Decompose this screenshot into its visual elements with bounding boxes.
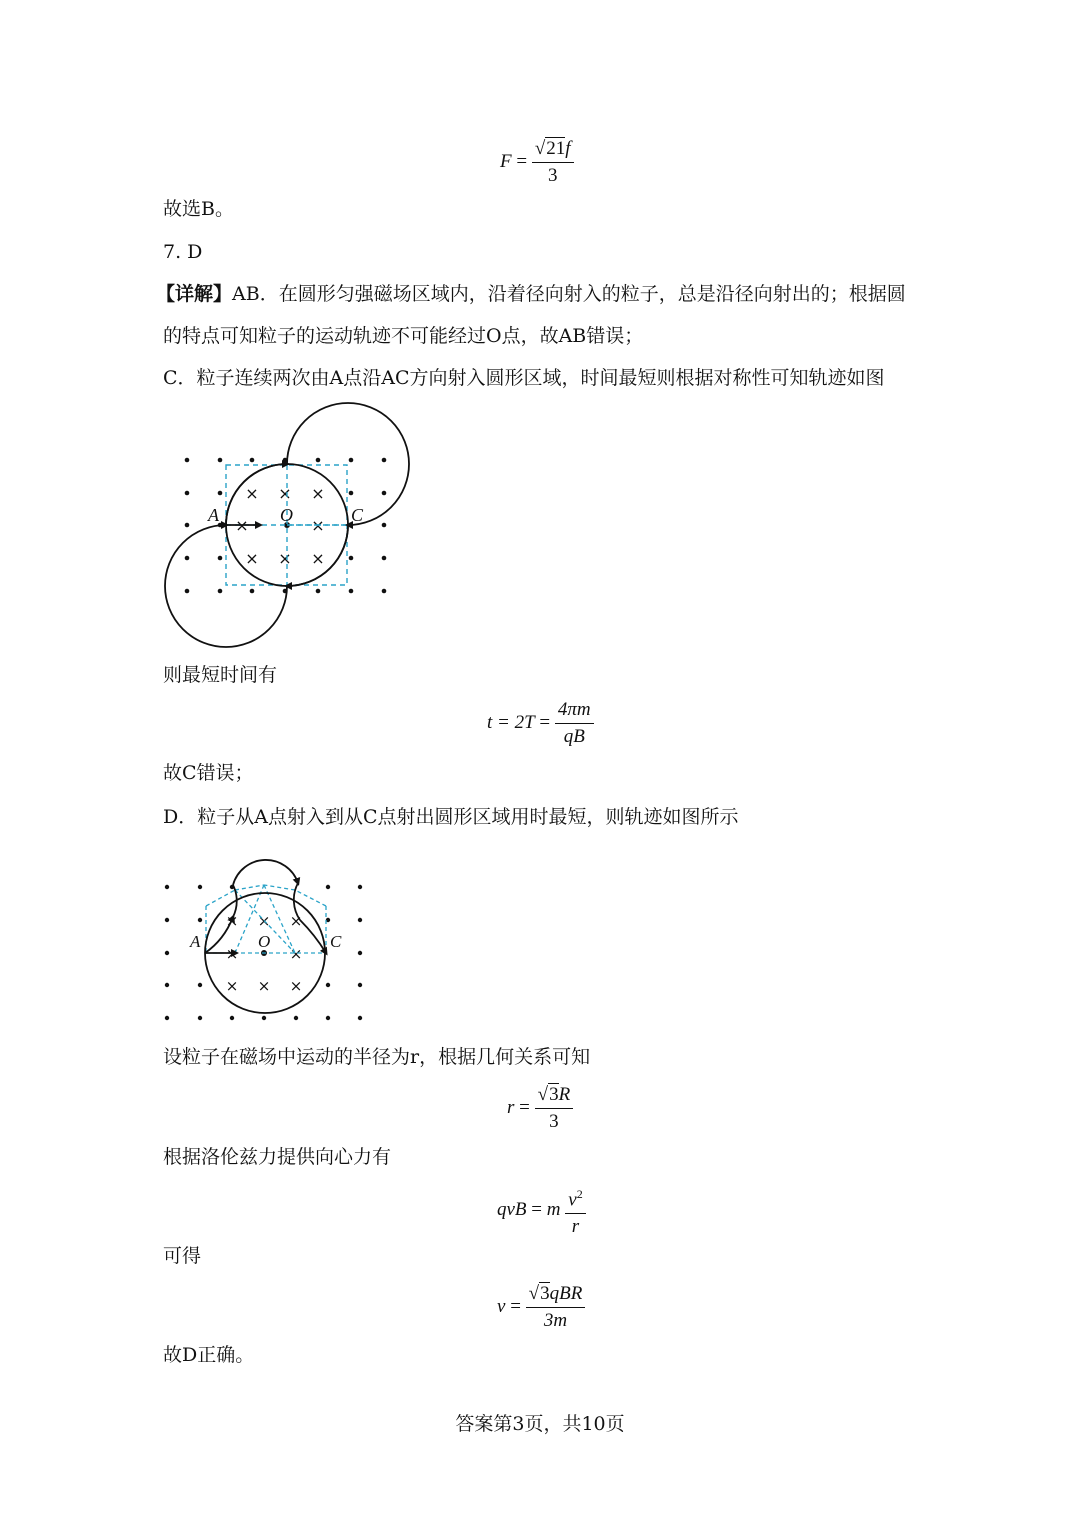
fraction: [532, 138, 574, 187]
detail-AB-line-1: [156, 282, 906, 306]
field-crosses: [235, 484, 324, 568]
numerator: [532, 138, 574, 163]
mass-symbol: m: [546, 1199, 561, 1221]
eq-sign: =: [510, 1295, 521, 1317]
cross-mark: ×: [235, 516, 249, 535]
derive-line: 可得: [163, 1245, 202, 1267]
cross-mark: ×: [289, 977, 303, 995]
cross-mark: ×: [278, 484, 292, 503]
exponent: 2: [576, 1187, 583, 1201]
cross-mark: ×: [311, 484, 325, 503]
detail-label: 【详解】: [156, 283, 233, 305]
denominator: 3m: [543, 1310, 568, 1331]
cross-mark: ×: [245, 484, 259, 503]
option-C-line: C．粒子连续两次由A点沿AC方向射入圆形区域，时间最短则根据对称性可知轨迹如图: [163, 367, 885, 389]
cross-mark: ×: [289, 912, 303, 930]
C-wrong-line: 故C错误；: [163, 762, 254, 784]
radicand: 3: [549, 1084, 559, 1105]
eq-sign: =: [531, 1199, 543, 1221]
denominator: 3: [549, 1111, 559, 1132]
numerator: [565, 1183, 585, 1214]
denominator: qB: [563, 726, 585, 747]
sqrt-symbol: √: [537, 1084, 549, 1105]
select-B-line: 故选B。: [163, 198, 234, 220]
num-variable: f: [565, 138, 571, 159]
equation-force: [497, 1183, 586, 1238]
shortest-time-line: 则最短时间有: [163, 664, 278, 686]
num-variable: R: [558, 1084, 571, 1105]
fraction: [526, 1283, 586, 1332]
lorentz-line: 根据洛伦兹力提供向心力有: [163, 1146, 392, 1168]
equation-F: [500, 138, 574, 187]
label-A: A: [208, 505, 219, 525]
label-O: O: [280, 505, 293, 525]
numerator: [535, 1084, 574, 1109]
denominator: 3: [547, 165, 558, 186]
page-footer: 答案第3页，共10页: [455, 1413, 625, 1435]
label-C: C: [330, 932, 342, 951]
fraction: [555, 699, 594, 748]
numerator: 4πm: [555, 699, 594, 724]
radius-line: 设粒子在磁场中运动的半径为r，根据几何关系可知: [163, 1046, 591, 1068]
num-variable: qBR: [549, 1283, 583, 1304]
sqrt-symbol: √: [534, 138, 546, 159]
question-7-answer: 7. D: [163, 241, 203, 263]
detail-AB-text: AB．在圆形匀强磁场区域内，沿着径向射入的粒子，总是沿径向射出的；根据圆: [232, 283, 906, 305]
eq-lhs: r: [507, 1096, 515, 1118]
cross-mark: ×: [257, 977, 271, 995]
eq-sign: =: [519, 1096, 530, 1118]
equation-v: [497, 1283, 585, 1332]
cross-mark: ×: [225, 912, 239, 930]
cross-mark: ×: [257, 912, 271, 930]
cross-mark: ×: [278, 549, 292, 568]
numerator: [526, 1283, 586, 1308]
velocity: v: [568, 1189, 577, 1211]
eq-lhs: v: [497, 1295, 506, 1317]
detail-AB-line-2: 的特点可知粒子的运动轨迹不可能经过O点，故AB错误；: [163, 325, 644, 347]
trajectory-figure-1: [150, 395, 430, 655]
eq-lhs: t = 2T: [487, 711, 535, 733]
label-C: C: [351, 505, 364, 525]
eq-sign: =: [516, 150, 528, 172]
denominator: r: [571, 1216, 580, 1238]
fraction: [535, 1084, 574, 1133]
cross-mark: ×: [245, 549, 259, 568]
sqrt-symbol: √: [528, 1283, 540, 1304]
cross-mark: ×: [289, 945, 303, 963]
radicand: 21: [546, 138, 566, 159]
D-correct-line: 故D正确。: [163, 1344, 255, 1366]
eq-lhs: F: [500, 150, 512, 172]
trajectory-figure-2: [150, 840, 390, 1030]
radicand: 3: [540, 1283, 550, 1304]
fraction: [565, 1183, 585, 1238]
cross-mark: ×: [225, 945, 239, 963]
label-A: A: [190, 932, 201, 951]
cross-mark: ×: [225, 977, 239, 995]
label-O: O: [258, 932, 271, 951]
equation-t: [487, 699, 594, 748]
equation-r: [507, 1084, 573, 1133]
eq-sign: =: [539, 711, 551, 733]
cross-mark: ×: [311, 549, 325, 568]
cross-mark: ×: [311, 516, 325, 535]
option-D-line: D．粒子从A点射入到从C点射出圆形区域用时最短，则轨迹如图所示: [163, 806, 739, 828]
eq-lhs: qvB: [497, 1199, 527, 1221]
